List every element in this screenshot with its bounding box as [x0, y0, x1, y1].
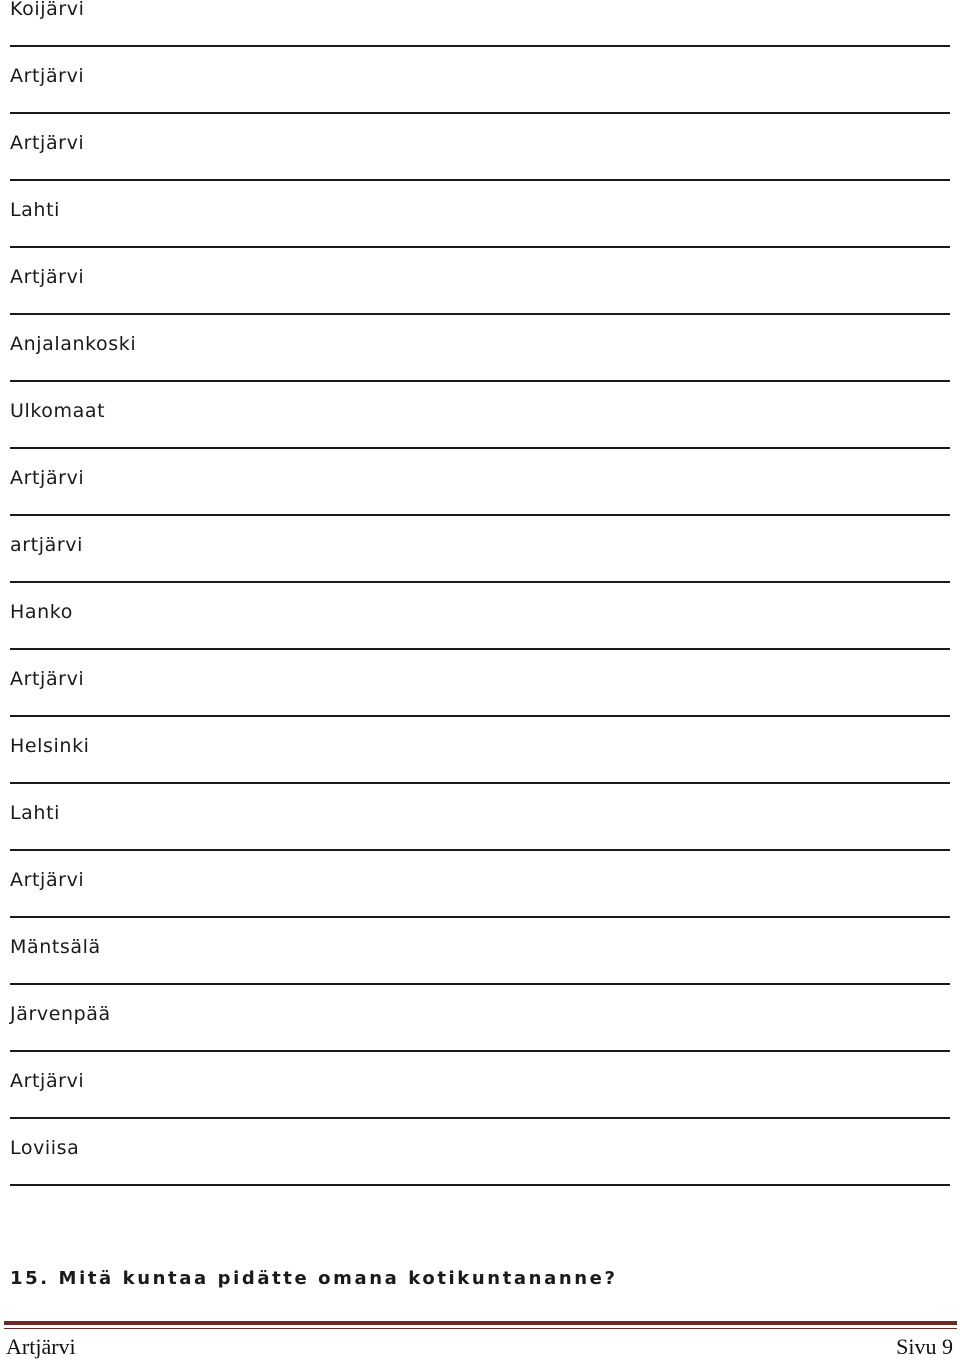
answer-text: Anjalankoski: [10, 333, 137, 355]
answer-text: Helsinki: [10, 735, 90, 757]
answer-row: [10, 869, 950, 936]
answer-text: Artjärvi: [10, 467, 85, 489]
answer-text: Artjärvi: [10, 266, 85, 288]
answer-text: Artjärvi: [10, 869, 85, 891]
answer-underline: [10, 380, 950, 382]
answer-underline: [10, 782, 950, 784]
footer-location: Artjärvi: [6, 1334, 76, 1359]
answer-text: Lahti: [10, 199, 60, 221]
answer-text: Artjärvi: [10, 1070, 85, 1092]
answer-text: Artjärvi: [10, 668, 85, 690]
answer-row: [10, 601, 950, 668]
answer-underline: [10, 983, 950, 985]
footer-rule-thick: [4, 1321, 957, 1325]
answer-underline: [10, 179, 950, 181]
answer-underline: [10, 313, 950, 315]
answer-row: [10, 668, 950, 735]
answer-row: [10, 534, 950, 601]
answer-row: [10, 802, 950, 869]
answer-row: [10, 199, 950, 266]
answer-underline: [10, 581, 950, 583]
answer-underline: [10, 1117, 950, 1119]
answer-underline: [10, 715, 950, 717]
answer-text: Artjärvi: [10, 65, 85, 87]
answer-row: [10, 467, 950, 534]
answer-text: artjärvi: [10, 534, 83, 556]
answer-row: [10, 735, 950, 802]
answer-underline: [10, 916, 950, 918]
answer-row: [10, 936, 950, 1003]
answer-underline: [10, 1050, 950, 1052]
answer-underline: [10, 112, 950, 114]
answer-text: Järvenpää: [10, 1003, 111, 1025]
answer-row: [10, 333, 950, 400]
answer-text: Artjärvi: [10, 132, 85, 154]
answer-underline: [10, 246, 950, 248]
answer-text: Koijärvi: [10, 0, 85, 20]
answer-row: [10, 1070, 950, 1137]
answer-row: [10, 1137, 950, 1204]
answer-row: [10, 0, 950, 65]
answer-underline: [10, 648, 950, 650]
answer-row: [10, 266, 950, 333]
answer-text: Loviisa: [10, 1137, 80, 1159]
answer-underline: [10, 514, 950, 516]
answer-row: [10, 400, 950, 467]
answer-row: [10, 132, 950, 199]
footer-rule-thin: [4, 1328, 957, 1329]
answer-row: [10, 1003, 950, 1070]
answer-underline: [10, 1184, 950, 1186]
answer-row: [10, 65, 950, 132]
answer-text: Lahti: [10, 802, 60, 824]
answer-underline: [10, 447, 950, 449]
answer-underline: [10, 45, 950, 47]
question-heading: 15. Mitä kuntaa pidätte omana kotikuntananne?: [10, 1268, 618, 1289]
answer-text: Mäntsälä: [10, 936, 101, 958]
answer-underline: [10, 849, 950, 851]
footer-page-number: Sivu 9: [896, 1334, 953, 1359]
answer-text: Ulkomaat: [10, 400, 106, 422]
answer-text: Hanko: [10, 601, 73, 623]
